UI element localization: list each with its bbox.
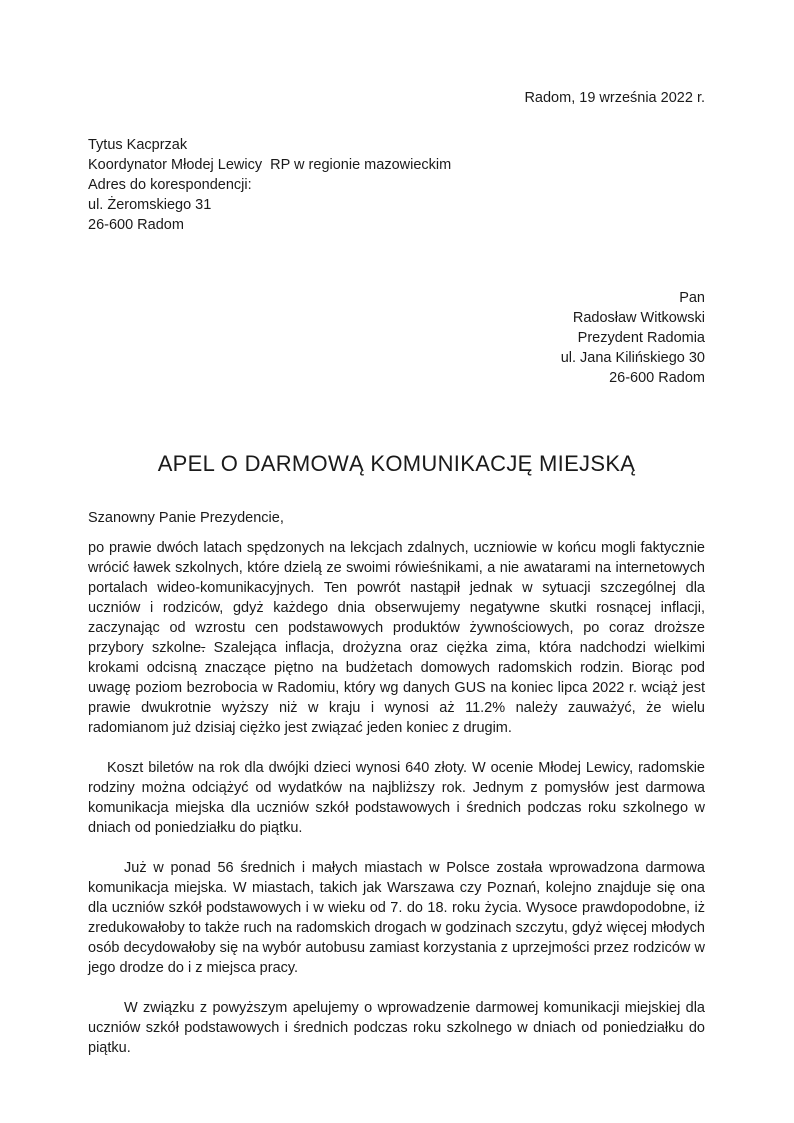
salutation: Szanowny Panie Prezydencie, [88, 510, 284, 526]
recipient-address-block [88, 288, 705, 388]
paragraph-1-struck-period: . [201, 640, 206, 656]
paragraph-1 [88, 538, 705, 738]
paragraph-2: Koszt biletów na rok dla dwójki dzieci wynosi 640 złoty. W ocenie Młodej Lewicy, radomskie rodziny można odciążyć od wydatków na najbliższy rok. Jednym z pomysłów jest darmowa komunikacja miejska dla uczniów szkół podstawowych i średnich podczas roku szkolnego w dniach od poniedziałku do piątku. [88, 760, 705, 836]
sender-role: Koordynator Młodej Lewicy RP w regionie mazowieckim [88, 157, 452, 173]
letter-date: Radom, 19 września 2022 r. [524, 90, 705, 106]
paragraph-1-text-after-strike: Szalejąca inflacja, drożyzna oraz ciężka zima, która nadchodzi wielkimi krokami odcisną znaczące piętno na budżetach domowych radomskich rodzin. Biorąc pod uwagę poziom bezrobocia w Radomiu, który wg danych GUS na koniec lipca 2022 r. wciąż jest prawie dwukrotnie wyższy niż w kraju i wynosi aż 11.2% należy zauważyć, że wielu radomianom już dzisiaj ciężko jest związać jeden koniec z drugim. [88, 640, 706, 736]
paragraph-3: Już w ponad 56 średnich i małych miastach w Polsce została wprowadzona darmowa komunikacja miejska. W miastach, takich jak Warszawa czy Poznań, kolejno znajduje się ona dla uczniów szkół podstawowych i w wieku od 7. do 18. roku życia. Wysoce prawdopodobne, iż zredukowałoby to także ruch na radomskich drogach w godzinach szczytu, gdyż więcej młodych osób decydowałoby się na wybór autobusu zamiast korzystania z uprzejmości przez rodziców w jego drodze do i z miejsca pracy. [88, 860, 705, 976]
recipient-role: Prezydent Radomia [577, 330, 705, 346]
paragraph-1-text-before-strike: po prawie dwóch latach spędzonych na lekcjach zdalnych, uczniowie w końcu mogli faktycznie wrócić ławek szkolnych, które dzielą ze swoimi rówieśnikami, a nie awatarami na internetowych portalach wideo-komunikacyjnych. Ten powrót nastąpił jednak w sytuacji szczególnej dla uczniów i rodziców, gdyż każdego dnia obserwujemy negatywne skutki rosnącej inflacji, zaczynając od wzrostu cen podstawowych produktów żywnościowych, po coraz droższe przybory szkolne [88, 540, 705, 656]
sender-name: Tytus Kacprzak [88, 137, 188, 153]
recipient-city: 26-600 Radom [609, 370, 705, 386]
sender-street: ul. Żeromskiego 31 [88, 197, 212, 213]
recipient-street: ul. Jana Kilińskiego 30 [560, 350, 705, 366]
recipient-honorific: Pan [679, 290, 705, 306]
recipient-name: Radosław Witkowski [572, 310, 705, 326]
sender-city: 26-600 Radom [88, 217, 184, 233]
sender-correspondence-label: Adres do korespondencji: [88, 177, 252, 193]
letter-title: APEL O DARMOWĄ KOMUNIKACJĘ MIEJSKĄ [157, 451, 636, 476]
sender-address-block [88, 135, 705, 235]
paragraph-4: W związku z powyższym apelujemy o wprowadzenie darmowej komunikacji miejskiej dla uczniów szkół podstawowych i średnich podczas roku szkolnego w dniach od poniedziałku do piątku. [88, 1000, 705, 1056]
